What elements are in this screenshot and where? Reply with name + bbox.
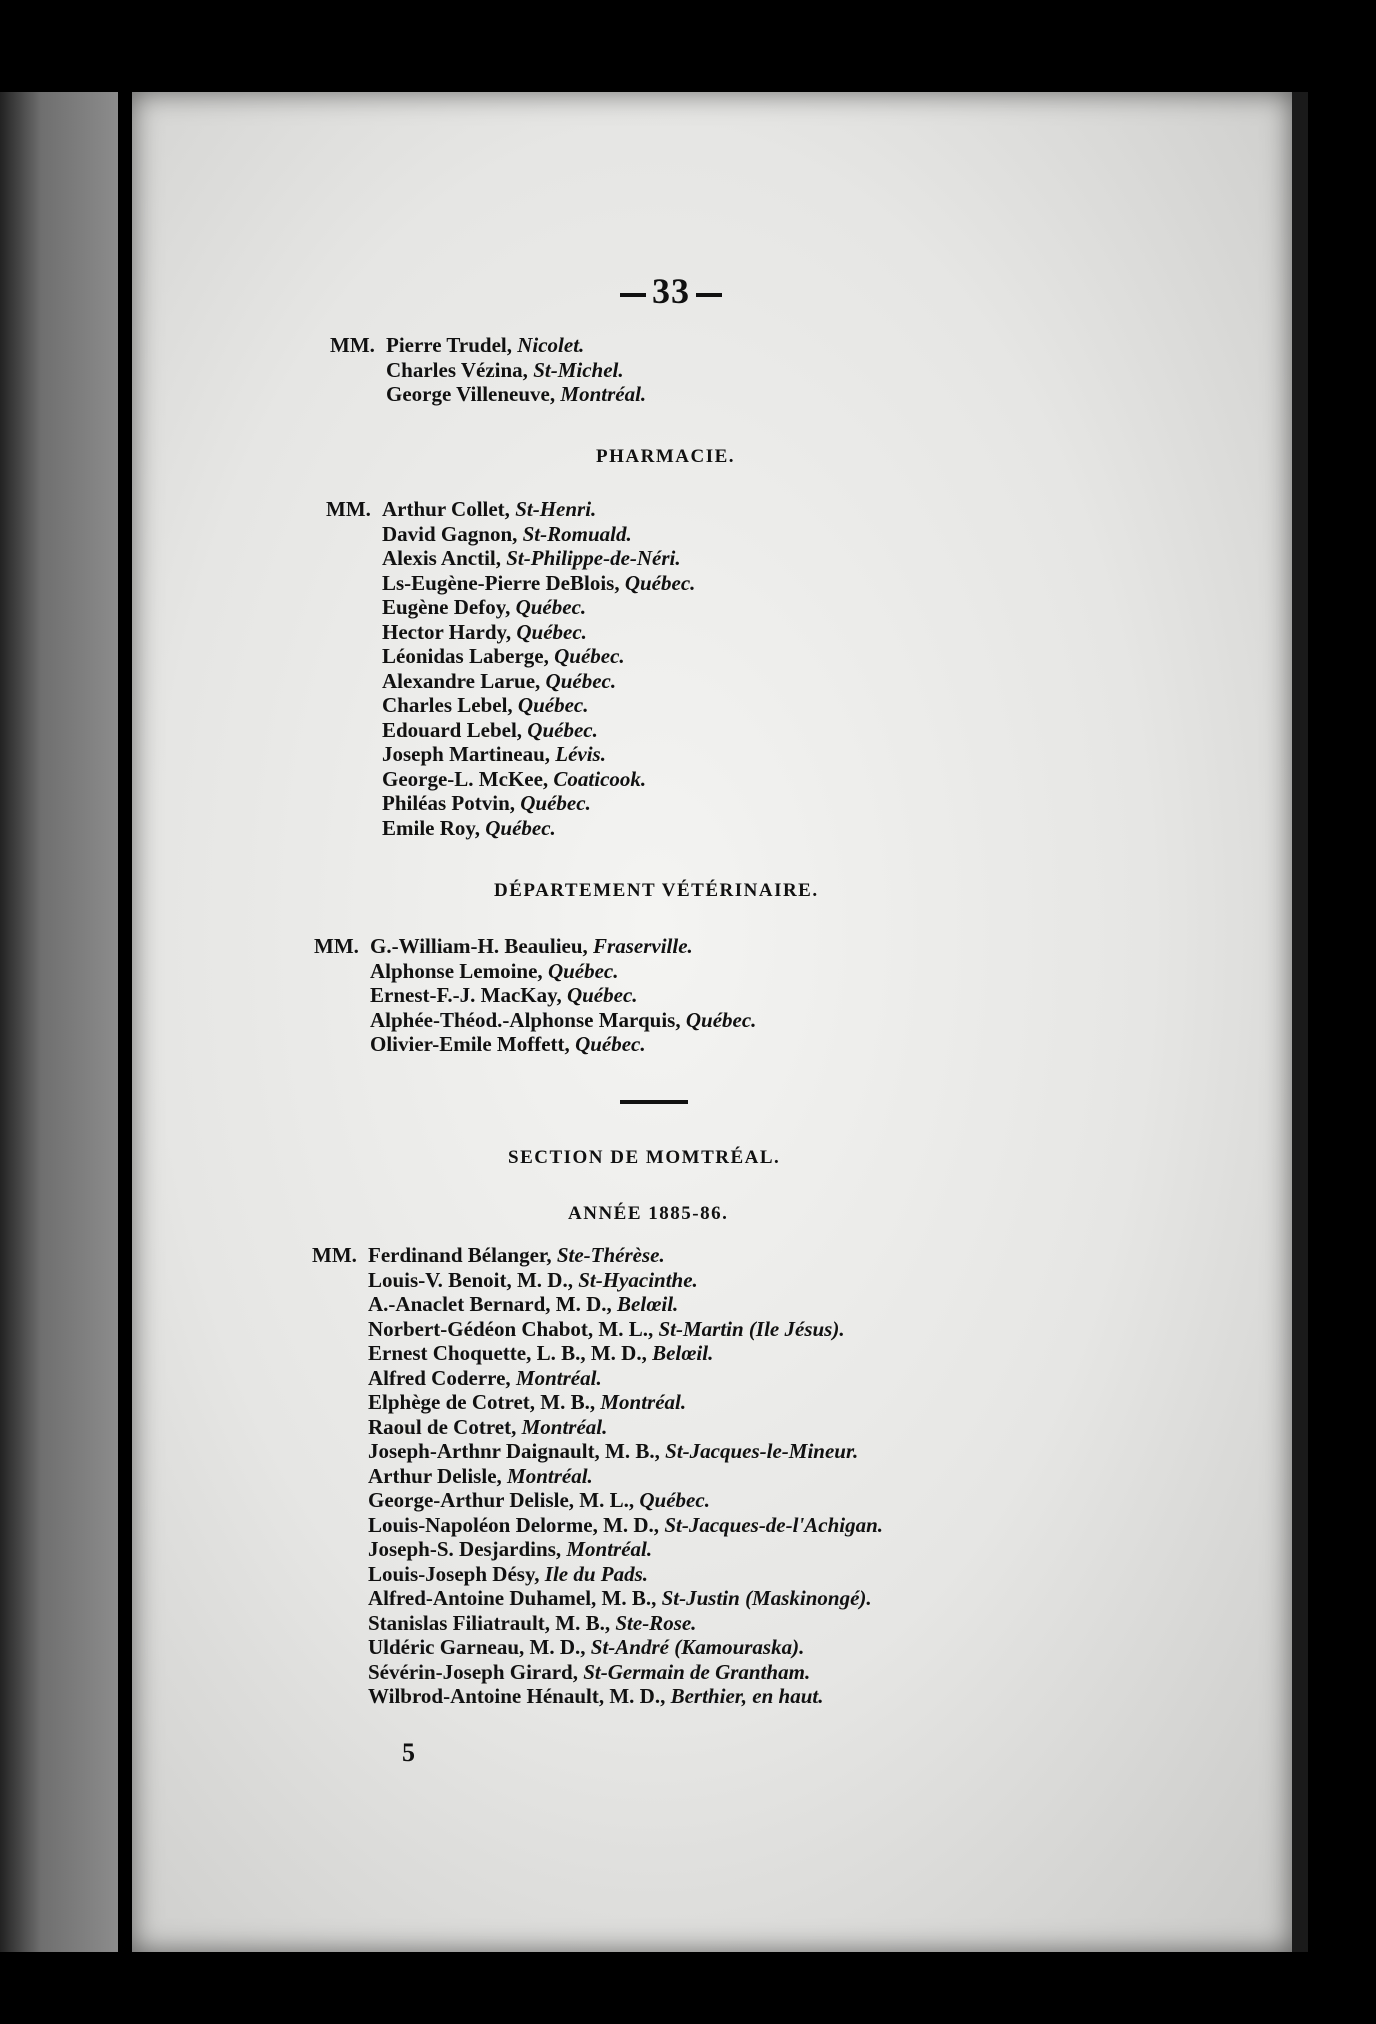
member-name: Arthur Collet, [382,497,510,521]
member-name: George-L. McKee, [382,766,549,791]
member-place: St-Romuald. [522,521,632,546]
list-item [312,1341,883,1366]
list-item [326,669,695,694]
list-item [326,791,695,816]
list-item [330,333,646,358]
member-name: Ls-Eugène-Pierre DeBlois, [382,570,620,595]
page-binding-edge [1292,92,1308,1952]
list-item [312,1684,883,1709]
list-item [314,1008,756,1033]
list-item [326,571,695,596]
list-item [312,1390,883,1415]
list-item [312,1464,883,1489]
member-place: Nicolet. [517,333,585,357]
member-name: Alexis Anctil, [382,546,501,570]
member-place: St-Philippe-de-Néri. [506,546,681,570]
member-place: Belœil. [652,1341,714,1365]
mm-label: MM. [314,934,359,958]
mm-label: MM. [330,333,375,357]
list-item [312,1586,883,1611]
list-item [326,497,695,522]
member-name: A.-Anaclet Bernard, M. D., [368,1292,612,1316]
member-place: Québec. [520,791,591,815]
member-name: Louis-V. Benoit, M. D., [368,1267,573,1292]
member-name: Joseph Martineau, [382,742,550,766]
member-name: Alexandre Larue, [382,668,541,693]
member-place: Québec. [547,958,619,983]
subheading-annee: ANNÉE 1885-86. [568,1203,729,1224]
member-place: Québec. [566,983,638,1007]
list-item [312,1366,883,1391]
member-name: Alfred Coderre, [368,1365,511,1390]
member-place: Berthier, en haut. [670,1684,824,1708]
member-name: Alphonse Lemoine, [370,958,543,983]
list-montreal [312,1243,883,1709]
list-item [312,1488,883,1513]
folio-signature: 5 [402,1738,415,1767]
list-veterinaire [314,934,756,1057]
member-place: St-Hyacinthe. [578,1267,698,1292]
member-place: Montréal. [521,1414,608,1439]
section-divider [620,1100,688,1104]
list-item [326,595,695,620]
member-name: David Gagnon, [382,521,518,546]
member-place: Québec. [485,815,556,840]
member-name: Stanislas Filiatrault, M. B., [368,1610,611,1635]
member-place: St-Martin (Ile Jésus). [658,1316,845,1341]
list-item [326,693,695,718]
member-name: George Villeneuve, [386,382,556,406]
member-place: St-Justin (Maskinongé). [661,1586,872,1610]
list-item [330,382,646,407]
member-place: Québec. [624,570,696,595]
list-item [312,1660,883,1685]
member-place: Lévis. [555,742,606,766]
member-place: Québec. [527,717,598,742]
list-pharmacie [326,497,695,840]
member-place: Ste-Thérèse. [556,1243,665,1267]
list-item [312,1243,883,1268]
mm-label: MM. [312,1243,357,1267]
member-place: Québec. [517,693,589,717]
member-place: Fraserville. [593,934,693,958]
member-place: Québec. [685,1007,757,1032]
member-name: Alfred-Antoine Duhamel, M. B., [368,1586,657,1610]
member-place: Québec. [639,1488,710,1512]
member-name: Norbert-Gédéon Chabot, M. L., [368,1316,654,1341]
member-place: Coaticook. [553,766,647,791]
list-continuation [330,333,646,407]
member-place: Montréal. [560,382,647,406]
list-item [314,983,756,1008]
list-item [314,934,756,959]
member-place: Québec. [554,644,625,668]
list-item [312,1439,883,1464]
list-item [326,816,695,841]
member-name: Emile Roy, [382,815,480,840]
member-name: Elphège de Cotret, M. B., [368,1390,596,1414]
list-item [326,522,695,547]
member-place: Ste-Rose. [615,1610,697,1635]
list-item [326,718,695,743]
member-name: Eugène Defoy, [382,595,511,619]
member-name: Ernest-F.-J. MacKay, [370,983,562,1007]
list-item [312,1611,883,1636]
member-name: Sévérin-Joseph Girard, [368,1659,578,1684]
member-name: Ferdinand Bélanger, [368,1243,552,1267]
member-place: Québec. [516,619,587,644]
member-name: Wilbrod-Antoine Hénault, M. D., [368,1684,666,1708]
list-item [314,1032,756,1057]
member-place: St-André (Kamouraska). [590,1635,805,1659]
member-place: Québec. [515,595,587,619]
member-name: Louis-Joseph Désy, [368,1561,540,1586]
list-item [312,1537,883,1562]
member-place: Montréal. [507,1463,593,1488]
list-item [312,1317,883,1342]
member-name: Joseph-Arthnr Daignault, M. B., [368,1439,660,1463]
member-name: Joseph-S. Desjardins, [368,1537,562,1561]
member-name: Léonidas Laberge, [382,644,549,668]
member-name: Olivier-Emile Moffett, [370,1032,570,1056]
facing-page-edge [0,92,118,1952]
heading-section-montreal: SECTION DE MOMTRÉAL. [508,1147,781,1168]
list-item [326,767,695,792]
member-name: Uldéric Garneau, M. D., [368,1635,586,1659]
member-name: Alphée-Théod.-Alphonse Marquis, [370,1007,681,1032]
member-place: Montréal. [566,1537,653,1561]
member-place: Québec. [545,668,617,693]
list-item [312,1635,883,1660]
member-place: Belœil. [617,1292,679,1316]
member-name: Ernest Choquette, L. B., M. D., [368,1341,647,1365]
member-name: G.-William-H. Beaulieu, [370,934,588,958]
member-name: Arthur Delisle, [368,1463,502,1488]
page-number: 33 [614,270,728,312]
member-name: Louis-Napoléon Delorme, M. D., [368,1512,660,1537]
heading-veterinaire: DÉPARTEMENT VÉTÉRINAIRE. [494,880,819,901]
member-name: Philéas Potvin, [382,791,516,815]
list-item [312,1292,883,1317]
list-item [312,1513,883,1538]
member-place: St-Jacques-de-l'Achigan. [664,1512,884,1537]
member-name: Pierre Trudel, [386,333,512,357]
member-name: George-Arthur Delisle, M. L., [368,1488,635,1512]
member-place: Ile du Pads. [544,1561,649,1586]
member-place: Montréal. [515,1365,602,1390]
member-place: St-Jacques-le-Mineur. [665,1439,859,1463]
list-item [314,959,756,984]
member-name: Hector Hardy, [382,619,512,644]
list-item [330,358,646,383]
member-place: St-Michel. [533,357,624,382]
list-item [326,620,695,645]
list-item [312,1268,883,1293]
member-place: St-Germain de Grantham. [583,1659,811,1684]
list-item [326,546,695,571]
member-place: Québec. [575,1032,646,1056]
member-name: Raoul de Cotret, [368,1414,517,1439]
member-place: St-Henri. [515,497,597,521]
list-item [312,1562,883,1587]
member-place: Montréal. [600,1390,687,1414]
member-name: Edouard Lebel, [382,717,523,742]
member-name: Charles Lebel, [382,693,513,717]
mm-label: MM. [326,497,371,521]
list-item [312,1415,883,1440]
list-item [326,742,695,767]
member-name: Charles Vézina, [386,357,528,382]
heading-pharmacie: PHARMACIE. [596,446,736,467]
list-item [326,644,695,669]
